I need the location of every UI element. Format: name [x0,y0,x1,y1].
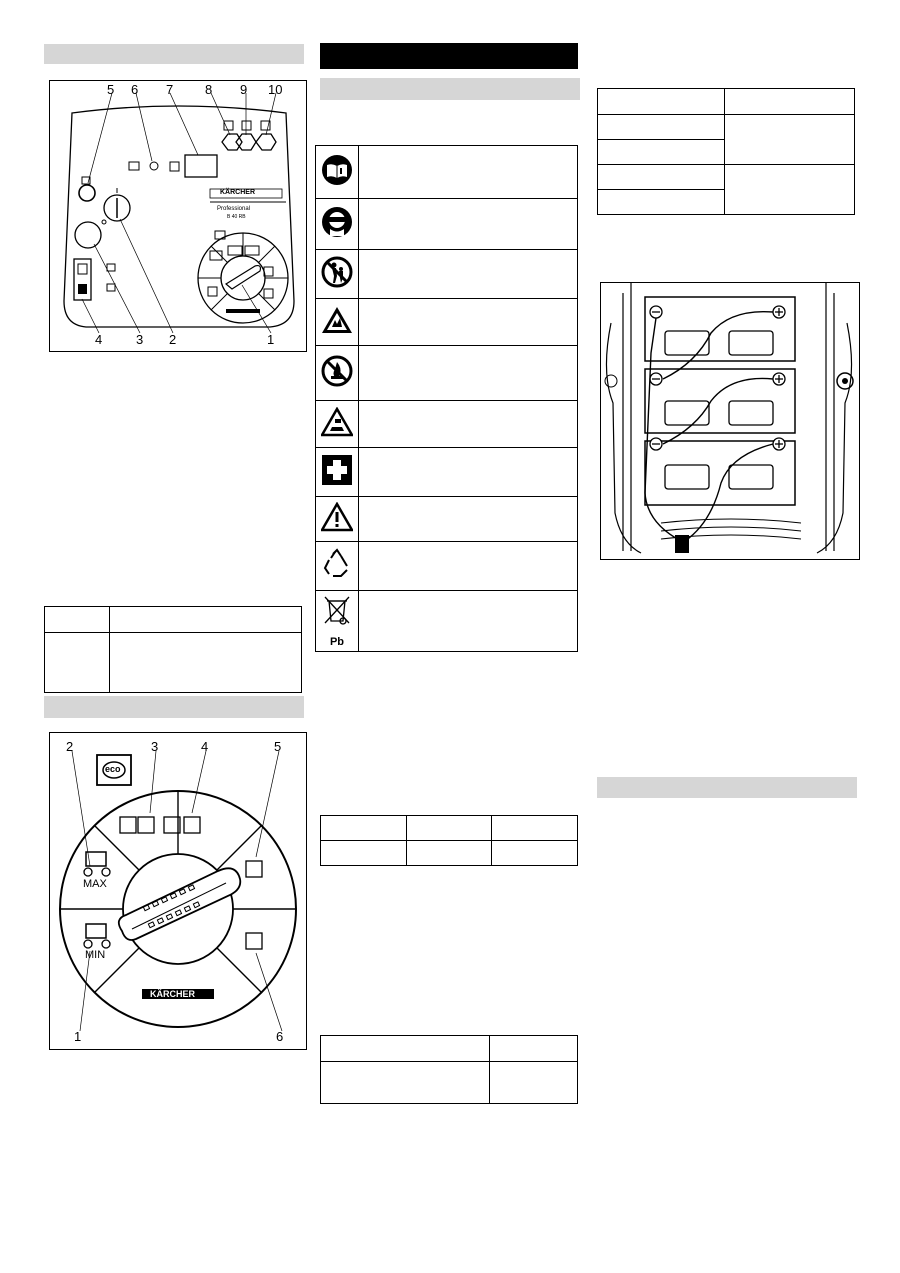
middle-table-2 [320,1035,578,1104]
symbol-row [316,497,578,542]
symbol-row [316,199,578,250]
first-aid-icon [321,454,353,486]
no-household-waste-pb-icon [321,595,353,635]
battery-figure [600,282,860,560]
symbol-row [316,146,578,199]
control-panel-figure [49,80,307,352]
safety-symbols-table [315,145,578,652]
dial-callout-6: 6 [276,1029,284,1044]
acid-burn-icon [321,407,353,437]
callout-2: 2 [169,332,177,347]
max-label: MAX [83,878,107,890]
dial-callout-5: 5 [274,739,282,754]
callout-3: 3 [136,332,144,347]
program-selector-drawing [50,733,306,1049]
symbol-row [316,448,578,497]
min-label: MIN [85,949,106,961]
symbol-row [316,299,578,346]
brand-subtitle: Professional [217,206,251,212]
dial-callout-4: 4 [201,739,209,754]
section-heading-bar-right [597,777,857,798]
left-table [44,606,302,693]
callout-9: 9 [240,82,248,97]
dial-callout-3: 3 [151,739,159,754]
section-heading-bar-operating-elements [44,44,304,64]
symbol-row [316,250,578,299]
section-heading-bar-program-selector [44,696,304,718]
callout-6: 6 [131,82,139,97]
dial-callout-2: 2 [66,739,74,754]
callout-1: 1 [267,332,275,347]
warning-icon [321,502,353,532]
callout-8: 8 [205,82,213,97]
callout-7: 7 [166,82,174,97]
callout-10: 10 [268,82,283,97]
middle-table-1 [320,815,578,866]
brand-logo: KÄRCHER [220,189,255,196]
control-panel-drawing [50,81,306,351]
program-selector-figure [49,732,307,1050]
callout-5: 5 [107,82,115,97]
explosion-hazard-icon [321,305,353,335]
dial-brand-logo: KÄRCHER [150,989,195,999]
keep-children-away-icon [321,256,353,288]
no-open-flame-icon [321,355,353,387]
dial-callout-1: 1 [74,1029,82,1044]
pb-label: Pb [329,635,345,648]
battery-drawing [601,283,859,559]
section-heading-bar-safety [320,78,580,100]
recycling-icon [321,548,353,580]
eye-protection-icon [321,206,353,238]
symbol-row [316,591,578,652]
chapter-heading-bar [320,43,578,69]
read-manual-icon [321,154,353,186]
symbol-row [316,401,578,448]
right-table [597,88,855,215]
symbol-row [316,542,578,591]
symbol-row [316,346,578,401]
callout-4: 4 [95,332,103,347]
model-label: B 40 RB [227,214,246,220]
eco-label: eco [105,764,121,774]
